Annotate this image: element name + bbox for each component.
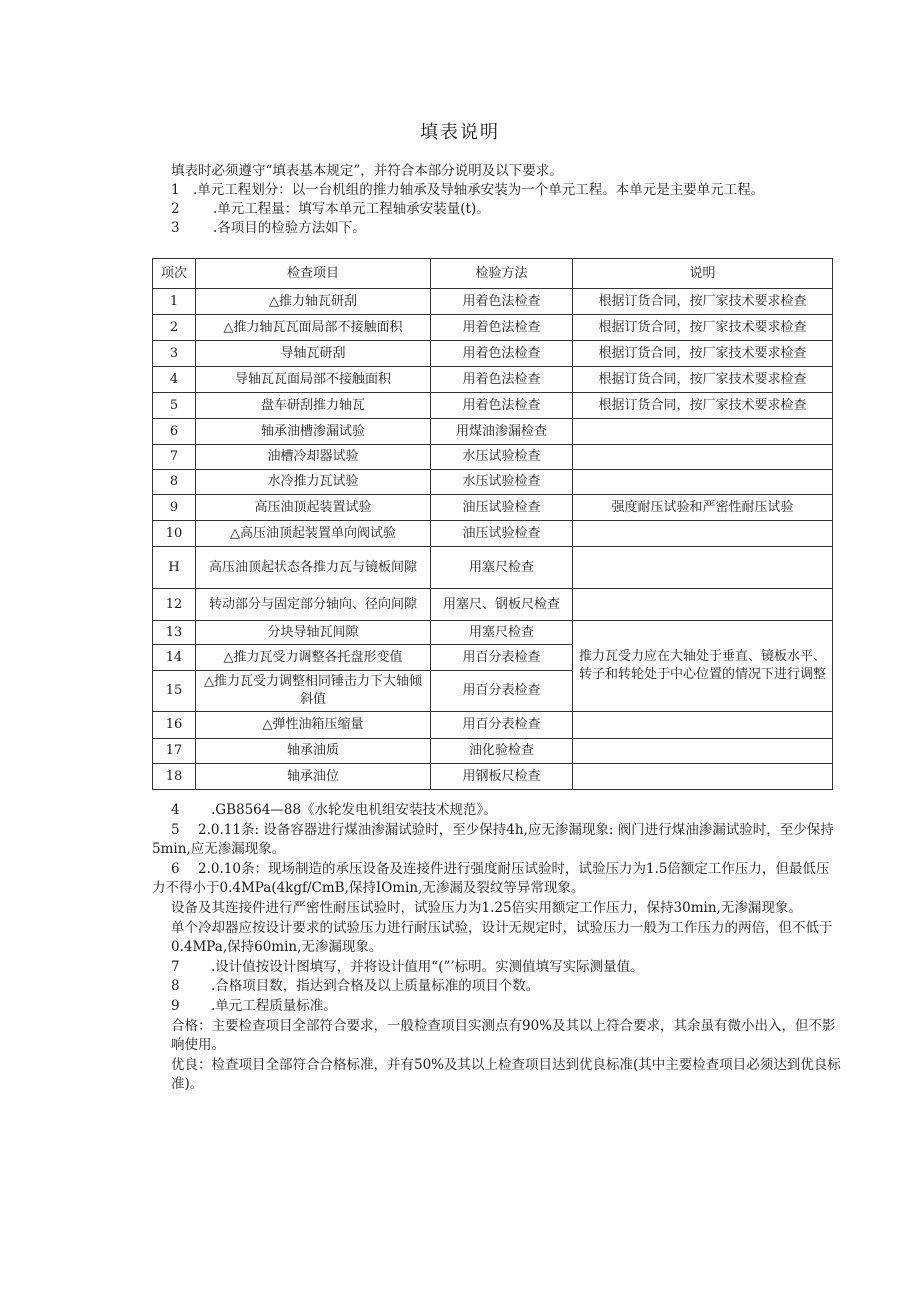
table-row <box>153 495 833 521</box>
cell-item: 分块导轴瓦间隙 <box>196 621 431 645</box>
table-row <box>153 547 833 589</box>
cell-method: 用塞尺检查 <box>431 621 573 645</box>
note-item <box>152 1017 842 1056</box>
note-text: 合格：主要检查项目全部符合要求，一般检查项目实测点有90%及其以上符合要求，其余虽有微小出入，但不影响使用。 <box>171 1017 836 1054</box>
cell-note: 强度耐压试验和严密性耐压试验 <box>573 495 833 521</box>
note-number: 9 <box>171 997 180 1014</box>
note-number: 7 <box>171 958 180 975</box>
cell-no: 4 <box>153 367 196 393</box>
page-title: 填表说明 <box>420 122 500 143</box>
header-note: 说明 <box>573 259 833 289</box>
note-item <box>152 997 842 1017</box>
cell-item: 油槽冷却器试验 <box>196 445 431 470</box>
cell-no: 18 <box>153 764 196 790</box>
cell-note <box>573 589 833 621</box>
cell-no: 8 <box>153 470 196 495</box>
cell-method: 用百分表检查 <box>431 645 573 671</box>
cell-note <box>573 470 833 495</box>
table-row <box>153 621 833 645</box>
item-text: .各项目的检验方法如下。 <box>213 220 366 236</box>
cell-note <box>573 547 833 589</box>
note-item <box>152 801 842 821</box>
note-item <box>152 1056 842 1095</box>
table-row <box>153 739 833 764</box>
cell-item: 轴承油位 <box>196 764 431 790</box>
table-row <box>153 367 833 393</box>
note-text: 优良：检查项目全部符合合格标准，并有50%及其以上检查项目达到优良标准(其中主要检查项目必须达到优良标准)。 <box>171 1056 841 1093</box>
cell-no: 13 <box>153 621 196 645</box>
cell-method: 水压试验检查 <box>431 445 573 470</box>
cell-item: 轴承油质 <box>196 739 431 764</box>
cell-no: 9 <box>153 495 196 521</box>
note-item <box>152 821 842 860</box>
cell-method: 油化验检查 <box>431 739 573 764</box>
cell-no: 1 <box>153 289 196 315</box>
note-number: 4 <box>171 802 180 818</box>
header-no: 项次 <box>153 259 196 289</box>
cell-no: 2 <box>153 315 196 341</box>
table-row <box>153 589 833 621</box>
table-row <box>153 341 833 367</box>
cell-method: 用塞尺、钢板尺检查 <box>431 589 573 621</box>
cell-item: 导轴瓦研刮 <box>196 341 431 367</box>
intro-lead: 填表时必须遵守“填表基本规定”，并符合本部分说明及以下要求。 <box>171 163 563 179</box>
cell-method: 用着色法检查 <box>431 289 573 315</box>
cell-no: H <box>153 547 196 589</box>
cell-item: △推力瓦受力调整各托盘形变值 <box>196 645 431 671</box>
cell-note: 根据订货合同，按厂家技术要求检查 <box>573 393 833 419</box>
cell-method: 用煤油渗漏检查 <box>431 419 573 445</box>
cell-no: 15 <box>153 671 196 712</box>
cell-note: 根据订货合同，按厂家技术要求检查 <box>573 341 833 367</box>
note-text: .单元工程质量标准。 <box>211 997 337 1014</box>
note-item <box>152 919 842 958</box>
cell-item: △推力瓦受力调整相同锤击力下大轴倾斜值 <box>196 671 431 712</box>
note-number: 6 <box>171 860 180 877</box>
note-text: 设备及其连接件进行严密性耐压试验时，试验压力为1.25倍实用额定工作压力，保持30min,无渗漏现象。 <box>171 899 802 916</box>
cell-item: 转动部分与固定部分轴向、径向间隙 <box>196 589 431 621</box>
cell-method: 用着色法检查 <box>431 315 573 341</box>
note-text: .设计值按设计图填写，并将设计值用“(”’标明。实测值填写实际测量值。 <box>211 958 644 975</box>
note-text: 2.0.10条：现场制造的承压设备及连接件进行强度耐压试验时，试验压力为1.5倍额定工作压力，但最低压力不得小于0.4MPa(4kgf/CmB,保持IOmin,无渗漏及裂纹等异常现象。 <box>152 860 830 897</box>
cell-note <box>573 764 833 790</box>
cell-note <box>573 445 833 470</box>
cell-method: 用钢板尺检查 <box>431 764 573 790</box>
cell-note <box>573 521 833 547</box>
intro-item <box>152 219 852 238</box>
table-row <box>153 315 833 341</box>
cell-note-merged: 推力瓦受力应在大轴处于垂直、镜板水平、转子和转轮处于中心位置的情况下进行调整 <box>573 621 833 712</box>
intro-item <box>152 200 852 219</box>
cell-item: △推力轴瓦瓦面局部不接触面积 <box>196 315 431 341</box>
cell-item: 高压油顶起装置试验 <box>196 495 431 521</box>
header-item: 检查项目 <box>196 259 431 289</box>
cell-item: 轴承油槽渗漏试验 <box>196 419 431 445</box>
cell-item: △高压油顶起装置单向阀试验 <box>196 521 431 547</box>
cell-item: 导轴瓦瓦面局部不接触面积 <box>196 367 431 393</box>
cell-no: 12 <box>153 589 196 621</box>
note-text: .合格项目数，指达到合格及以上质量标准的项目个数。 <box>211 978 540 995</box>
cell-method: 用塞尺检查 <box>431 547 573 589</box>
cell-method: 用着色法检查 <box>431 341 573 367</box>
table-row <box>153 764 833 790</box>
note-number: 8 <box>171 978 180 995</box>
table-row <box>153 445 833 470</box>
cell-no: 14 <box>153 645 196 671</box>
note-item <box>152 958 842 978</box>
note-text: 2.0.11条: 设备容器进行煤油渗漏试验时，至少保持4h,应无渗漏现象: 阀门进行煤油渗漏试验时，至少保持5min,应无渗漏现象。 <box>152 821 834 858</box>
cell-item: 高压油顶起状态各推力瓦与镜板间隙 <box>196 547 431 589</box>
cell-no: 17 <box>153 739 196 764</box>
table-row <box>153 470 833 495</box>
table-row <box>153 289 833 315</box>
header-method: 检验方法 <box>431 259 573 289</box>
cell-no: 7 <box>153 445 196 470</box>
cell-no: 10 <box>153 521 196 547</box>
item-number: 2 <box>171 201 180 217</box>
cell-method: 油压试验检查 <box>431 521 573 547</box>
table-row <box>153 393 833 419</box>
cell-note <box>573 739 833 764</box>
cell-item: 盘车研刮推力轴瓦 <box>196 393 431 419</box>
cell-method: 用着色法检查 <box>431 367 573 393</box>
note-item <box>152 899 842 919</box>
cell-note: 根据订货合同，按厂家技术要求检查 <box>573 315 833 341</box>
note-item <box>152 977 842 997</box>
item-number: 1 <box>171 182 180 198</box>
note-number: 5 <box>171 821 180 838</box>
cell-note: 根据订货合同，按厂家技术要求检查 <box>573 367 833 393</box>
notes-section <box>152 801 842 1095</box>
cell-method: 水压试验检查 <box>431 470 573 495</box>
table-row <box>153 419 833 445</box>
inspection-table <box>152 258 833 790</box>
item-number: 3 <box>171 220 180 236</box>
cell-item: 水冷推力瓦试验 <box>196 470 431 495</box>
cell-no: 6 <box>153 419 196 445</box>
cell-note: 根据订货合同，按厂家技术要求检查 <box>573 289 833 315</box>
cell-item: △弹性油箱压缩量 <box>196 712 431 739</box>
note-text: .GB8564—88《水轮发电机组安装技术规范》。 <box>211 802 497 818</box>
cell-method: 用着色法检查 <box>431 393 573 419</box>
table-row <box>153 521 833 547</box>
intro-item <box>152 181 852 200</box>
cell-no: 5 <box>153 393 196 419</box>
cell-no: 3 <box>153 341 196 367</box>
cell-note <box>573 419 833 445</box>
cell-method: 用百分表检查 <box>431 712 573 739</box>
note-text: 单个冷却器应按设计要求的试验压力进行耐压试验，设计无规定时，试验压力一般为工作压力的两倍，但不低于0.4MPa,保持60min,无渗漏现象。 <box>171 919 833 956</box>
cell-no: 16 <box>153 712 196 739</box>
cell-item: △推力轴瓦研刮 <box>196 289 431 315</box>
item-text: .单元工程划分：以一台机组的推力轴承及导轴承安装为一个单元工程。本单元是主要单元工程。 <box>193 182 765 198</box>
note-item <box>152 860 842 899</box>
cell-method: 用百分表检查 <box>431 671 573 712</box>
intro-section <box>152 162 852 238</box>
item-text: .单元工程量：填写本单元工程轴承安装量(t)。 <box>213 201 490 217</box>
table-header-row <box>153 259 833 289</box>
cell-method: 油压试验检查 <box>431 495 573 521</box>
cell-note <box>573 712 833 739</box>
table-row <box>153 712 833 739</box>
